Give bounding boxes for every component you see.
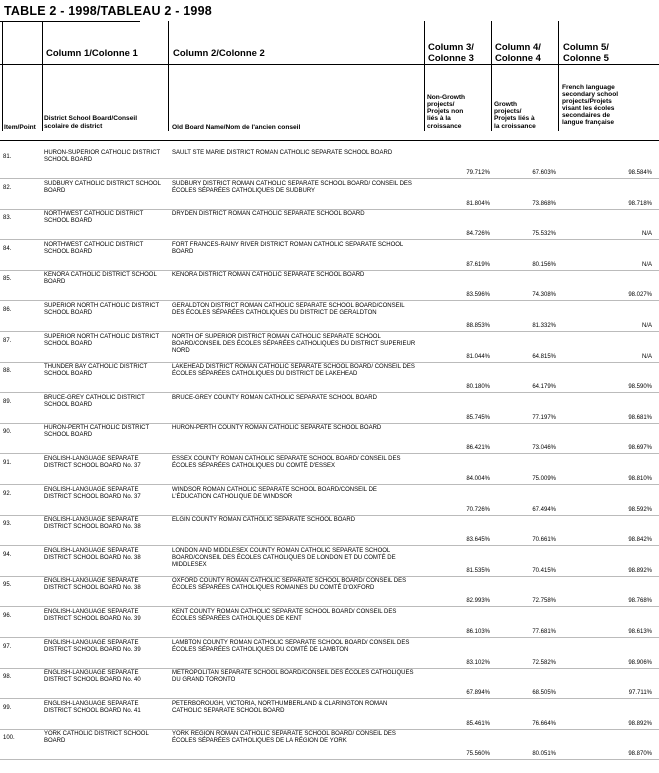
french-language-value: N/A bbox=[641, 323, 652, 329]
col2-header: Column 2/Colonne 2 bbox=[173, 48, 265, 59]
board-header-line1: District School Board/Conseil bbox=[44, 115, 138, 122]
growth-value: 70.415% bbox=[532, 568, 556, 574]
growth-value: 64.815% bbox=[532, 354, 556, 360]
row-divider bbox=[0, 453, 659, 454]
district-board-name: HURON-SUPERIOR CATHOLIC DISTRICT SCHOOL BOARD bbox=[44, 150, 161, 163]
col4-subheader-3: Projets liés à bbox=[494, 115, 535, 122]
district-board-name: HURON-PERTH CATHOLIC DISTRICT SCHOOL BOARD bbox=[44, 425, 150, 438]
french-language-value: 98.590% bbox=[628, 384, 652, 390]
old-board-header: Old Board Name/Nom de l'ancien conseil bbox=[172, 124, 301, 131]
non-growth-value: 81.044% bbox=[466, 354, 490, 360]
growth-value: 67.494% bbox=[532, 507, 556, 513]
header-rule bbox=[42, 21, 43, 131]
district-board-name: ENGLISH-LANGUAGE SEPARATE DISTRICT SCHOOL BOARD No. 39 bbox=[44, 640, 141, 653]
non-growth-value: 85.745% bbox=[466, 415, 490, 421]
old-board-name: METROPOLITAN SEPARATE SCHOOL BOARD/CONSEIL DES ÉCOLES CATHOLIQUES DU GRAND TORONTO bbox=[172, 670, 414, 683]
col3-subheader-2: projects/ bbox=[427, 101, 455, 108]
item-number: 86. bbox=[3, 307, 12, 313]
col3-header-line1: Column 3/ bbox=[428, 42, 474, 53]
non-growth-value: 84.726% bbox=[466, 231, 490, 237]
col5-subheader-3: projects/Projets bbox=[562, 98, 612, 105]
non-growth-value: 81.804% bbox=[466, 201, 490, 207]
header-rule bbox=[558, 21, 559, 131]
district-board-name: SUDBURY CATHOLIC DISTRICT SCHOOL BOARD bbox=[44, 181, 161, 194]
growth-value: 75.009% bbox=[532, 476, 556, 482]
old-board-name: SUDBURY DISTRICT ROMAN CATHOLIC SEPARATE SCHOOL BOARD/ CONSEIL DES ÉCOLES SÉPARÉES CATHOLIQUES DE SUDBURY bbox=[172, 181, 412, 194]
district-board-name: ENGLISH-LANGUAGE SEPARATE DISTRICT SCHOOL BOARD No. 41 bbox=[44, 701, 141, 714]
row-divider bbox=[0, 668, 659, 669]
old-board-name: FORT FRANCES-RAINY RIVER DISTRICT ROMAN CATHOLIC SEPARATE SCHOOL BOARD bbox=[172, 242, 404, 255]
old-board-name: SAULT STE MARIE DISTRICT ROMAN CATHOLIC SEPARATE SCHOOL BOARD bbox=[172, 150, 393, 156]
col3-header-line2: Colonne 3 bbox=[428, 53, 474, 64]
non-growth-value: 87.619% bbox=[466, 262, 490, 268]
col5-header-line1: Column 5/ bbox=[563, 42, 609, 53]
non-growth-value: 75.560% bbox=[466, 751, 490, 757]
non-growth-value: 79.712% bbox=[466, 170, 490, 176]
old-board-name: PETERBOROUGH, VICTORIA, NORTHUMBERLAND & CLARINGTON ROMAN CATHOLIC SEPARATE SCHOOL BOARD bbox=[172, 701, 388, 714]
french-language-value: 97.711% bbox=[628, 690, 652, 696]
non-growth-value: 80.180% bbox=[466, 384, 490, 390]
growth-value: 77.681% bbox=[532, 629, 556, 635]
col4-subheader-1: Growth bbox=[494, 101, 518, 108]
french-language-value: N/A bbox=[641, 231, 652, 237]
growth-value: 75.532% bbox=[532, 231, 556, 237]
growth-value: 72.582% bbox=[532, 660, 556, 666]
row-divider bbox=[0, 515, 659, 516]
district-board-name: KENORA CATHOLIC DISTRICT SCHOOL BOARD bbox=[44, 272, 157, 285]
non-growth-value: 85.461% bbox=[466, 721, 490, 727]
old-board-name: YORK REGION ROMAN CATHOLIC SEPARATE SCHOOL BOARD/ CONSEIL DES ÉCOLES SÉPARÉES CATHOLIQUES DE LA RÉGION DE YORK bbox=[172, 731, 396, 744]
col5-header-line2: Colonne 5 bbox=[563, 53, 609, 64]
non-growth-value: 81.535% bbox=[466, 568, 490, 574]
row-divider bbox=[0, 209, 659, 210]
table-row bbox=[0, 731, 659, 768]
district-board-name: ENGLISH-LANGUAGE SEPARATE DISTRICT SCHOOL BOARD No. 37 bbox=[44, 487, 141, 500]
col3-subheader-5: croissance bbox=[427, 123, 462, 130]
french-language-value: 98.592% bbox=[628, 507, 652, 513]
col4-header-line2: Colonne 4 bbox=[495, 53, 541, 64]
col1-header: Column 1/Colonne 1 bbox=[46, 48, 138, 59]
header-bottom-rule bbox=[0, 140, 659, 141]
row-divider bbox=[0, 606, 659, 607]
growth-value: 73.046% bbox=[532, 445, 556, 451]
french-language-value: 98.027% bbox=[628, 292, 652, 298]
old-board-name: GERALDTON DISTRICT ROMAN CATHOLIC SEPARATE SCHOOL BOARD/CONSEIL DES ÉCOLES SÉPARÉES CATHOLIQUES DU DISTRICT DE GERALDTON bbox=[172, 303, 405, 316]
french-language-value: 98.870% bbox=[628, 751, 652, 757]
district-board-name: ENGLISH-LANGUAGE SEPARATE DISTRICT SCHOOL BOARD No. 38 bbox=[44, 517, 141, 530]
french-language-value: N/A bbox=[641, 354, 652, 360]
header-rule bbox=[2, 21, 3, 131]
district-board-name: ENGLISH-LANGUAGE SEPARATE DISTRICT SCHOOL BOARD No. 37 bbox=[44, 456, 141, 469]
non-growth-value: 88.853% bbox=[466, 323, 490, 329]
col5-subheader-1: French language bbox=[562, 84, 615, 91]
french-language-value: 98.892% bbox=[628, 568, 652, 574]
old-board-name: LAKEHEAD DISTRICT ROMAN CATHOLIC SEPARATE SCHOOL BOARD/ CONSEIL DES ÉCOLES SÉPARÉES CATHOLIQUES DU DISTRICT DE LAKEHEAD bbox=[172, 364, 415, 377]
item-number: 87. bbox=[3, 338, 12, 344]
col3-subheader-3: Projets non bbox=[427, 108, 464, 115]
district-board-name: THUNDER BAY CATHOLIC DISTRICT SCHOOL BOARD bbox=[44, 364, 148, 377]
row-divider bbox=[0, 576, 659, 577]
district-board-name: ENGLISH-LANGUAGE SEPARATE DISTRICT SCHOOL BOARD No. 38 bbox=[44, 548, 141, 561]
item-number: 95. bbox=[3, 582, 12, 588]
header-rule bbox=[0, 64, 659, 65]
item-number: 84. bbox=[3, 246, 12, 252]
non-growth-value: 67.894% bbox=[466, 690, 490, 696]
item-header: Item/Point bbox=[4, 124, 36, 131]
row-divider bbox=[0, 484, 659, 485]
col4-subheader-4: la croissance bbox=[494, 123, 536, 130]
old-board-name: HURON-PERTH COUNTY ROMAN CATHOLIC SEPARATE SCHOOL BOARD bbox=[172, 425, 382, 431]
district-board-name: ENGLISH-LANGUAGE SEPARATE DISTRICT SCHOOL BOARD No. 40 bbox=[44, 670, 141, 683]
old-board-name: KENORA DISTRICT ROMAN CATHOLIC SEPARATE SCHOOL BOARD bbox=[172, 272, 365, 278]
item-number: 97. bbox=[3, 644, 12, 650]
non-growth-value: 86.421% bbox=[466, 445, 490, 451]
non-growth-value: 83.596% bbox=[466, 292, 490, 298]
row-divider bbox=[0, 331, 659, 332]
french-language-value: 98.681% bbox=[628, 415, 652, 421]
district-board-name: ENGLISH-LANGUAGE SEPARATE DISTRICT SCHOOL BOARD No. 39 bbox=[44, 609, 141, 622]
old-board-name: NORTH OF SUPERIOR DISTRICT ROMAN CATHOLIC SEPARATE SCHOOL BOARD/CONSEIL DES ÉCOLES SÉPARÉES CATHOLIQUES DU DISTRICT SUPERIEUR NORD bbox=[172, 334, 416, 354]
growth-value: 73.868% bbox=[532, 201, 556, 207]
item-number: 82. bbox=[3, 185, 12, 191]
item-number: 85. bbox=[3, 276, 12, 282]
french-language-value: 98.697% bbox=[628, 445, 652, 451]
growth-value: 74.308% bbox=[532, 292, 556, 298]
title-underline bbox=[0, 21, 140, 22]
row-divider bbox=[0, 362, 659, 363]
growth-value: 70.661% bbox=[532, 537, 556, 543]
french-language-value: 98.892% bbox=[628, 721, 652, 727]
row-divider bbox=[0, 698, 659, 699]
row-divider bbox=[0, 637, 659, 638]
non-growth-value: 82.993% bbox=[466, 598, 490, 604]
growth-value: 67.603% bbox=[532, 170, 556, 176]
district-board-name: NORTHWEST CATHOLIC DISTRICT SCHOOL BOARD bbox=[44, 242, 144, 255]
old-board-name: KENT COUNTY ROMAN CATHOLIC SEPARATE SCHOOL BOARD/ CONSEIL DES ÉCOLES SÉPARÉES CATHOLIQUES DE KENT bbox=[172, 609, 397, 622]
french-language-value: 98.584% bbox=[628, 170, 652, 176]
item-number: 100. bbox=[3, 735, 15, 741]
non-growth-value: 83.102% bbox=[466, 660, 490, 666]
row-divider bbox=[0, 545, 659, 546]
item-number: 90. bbox=[3, 429, 12, 435]
district-board-name: NORTHWEST CATHOLIC DISTRICT SCHOOL BOARD bbox=[44, 211, 144, 224]
growth-value: 64.179% bbox=[532, 384, 556, 390]
col5-subheader-4: visant les écoles bbox=[562, 105, 615, 112]
growth-value: 76.664% bbox=[532, 721, 556, 727]
item-number: 94. bbox=[3, 552, 12, 558]
item-number: 98. bbox=[3, 674, 12, 680]
old-board-name: LONDON AND MIDDLESEX COUNTY ROMAN CATHOLIC SEPARATE SCHOOL BOARD/CONSEIL DES ÉCOLES CATHOLIQUES DE LONDON ET DU COMTÉ DE MIDDLESEX bbox=[172, 548, 396, 568]
header-rule bbox=[424, 21, 425, 131]
french-language-value: 98.718% bbox=[628, 201, 652, 207]
non-growth-value: 70.726% bbox=[466, 507, 490, 513]
district-board-name: SUPERIOR NORTH CATHOLIC DISTRICT SCHOOL BOARD bbox=[44, 303, 160, 316]
item-number: 99. bbox=[3, 705, 12, 711]
old-board-name: WINDSOR ROMAN CATHOLIC SEPARATE SCHOOL BOARD/CONSEIL DE L'ÉDUCATION CATHOLIQUE DE WINDSOR bbox=[172, 487, 377, 500]
row-divider bbox=[0, 423, 659, 424]
district-board-name: YORK CATHOLIC DISTRICT SCHOOL BOARD bbox=[44, 731, 149, 744]
item-number: 81. bbox=[3, 154, 12, 160]
item-number: 96. bbox=[3, 613, 12, 619]
col3-subheader-1: Non-Growth bbox=[427, 94, 466, 101]
row-divider bbox=[0, 729, 659, 730]
row-divider bbox=[0, 759, 659, 760]
row-divider bbox=[0, 270, 659, 271]
header-rule bbox=[491, 21, 492, 131]
board-header-line2: scolaire de district bbox=[44, 123, 103, 130]
old-board-name: LAMBTON COUNTY ROMAN CATHOLIC SEPARATE SCHOOL BOARD/ CONSEIL DES ÉCOLES SÉPARÉES CATHOLIQUES DU COMTÉ DE LAMBTON bbox=[172, 640, 410, 653]
french-language-value: 98.906% bbox=[628, 660, 652, 666]
growth-value: 80.156% bbox=[532, 262, 556, 268]
growth-value: 80.051% bbox=[532, 751, 556, 757]
col5-subheader-6: langue française bbox=[562, 119, 615, 126]
growth-value: 77.197% bbox=[532, 415, 556, 421]
col4-subheader-2: projects/ bbox=[494, 108, 522, 115]
old-board-name: ELGIN COUNTY ROMAN CATHOLIC SEPARATE SCHOOL BOARD bbox=[172, 517, 356, 523]
table-title: TABLE 2 - 1998/TABLEAU 2 - 1998 bbox=[4, 4, 212, 18]
item-number: 91. bbox=[3, 460, 12, 466]
growth-value: 68.505% bbox=[532, 690, 556, 696]
growth-value: 81.332% bbox=[532, 323, 556, 329]
item-number: 89. bbox=[3, 399, 12, 405]
old-board-name: ESSEX COUNTY ROMAN CATHOLIC SEPARATE SCHOOL BOARD/ CONSEIL DES ÉCOLES SÉPARÉES CATHOLIQUES DU COMTÉ D'ESSEX bbox=[172, 456, 401, 469]
item-number: 93. bbox=[3, 521, 12, 527]
french-language-value: 98.810% bbox=[628, 476, 652, 482]
non-growth-value: 84.004% bbox=[466, 476, 490, 482]
row-divider bbox=[0, 392, 659, 393]
row-divider bbox=[0, 178, 659, 179]
header-rule bbox=[168, 21, 169, 131]
item-number: 83. bbox=[3, 215, 12, 221]
french-language-value: N/A bbox=[641, 262, 652, 268]
district-board-name: BRUCE-GREY CATHOLIC DISTRICT SCHOOL BOARD bbox=[44, 395, 145, 408]
row-divider bbox=[0, 239, 659, 240]
non-growth-value: 83.645% bbox=[466, 537, 490, 543]
french-language-value: 98.768% bbox=[628, 598, 652, 604]
old-board-name: OXFORD COUNTY ROMAN CATHOLIC SEPARATE SCHOOL BOARD/ CONSEIL DES ÉCOLES SÉPARÉES CATHOLIQUES ROMAINES DU COMTÉ D'OXFORD bbox=[172, 578, 407, 591]
french-language-value: 98.613% bbox=[628, 629, 652, 635]
french-language-value: 98.842% bbox=[628, 537, 652, 543]
non-growth-value: 86.103% bbox=[466, 629, 490, 635]
old-board-name: BRUCE-GREY COUNTY ROMAN CATHOLIC SEPARATE SCHOOL BOARD bbox=[172, 395, 377, 401]
growth-value: 72.758% bbox=[532, 598, 556, 604]
old-board-name: DRYDEN DISTRICT ROMAN CATHOLIC SEPARATE SCHOOL BOARD bbox=[172, 211, 365, 217]
col5-subheader-5: secondaires de bbox=[562, 112, 611, 119]
row-divider bbox=[0, 300, 659, 301]
col5-subheader-2: secondary school bbox=[562, 91, 619, 98]
item-number: 88. bbox=[3, 368, 12, 374]
item-number: 92. bbox=[3, 491, 12, 497]
col4-header-line1: Column 4/ bbox=[495, 42, 541, 53]
col3-subheader-4: liés à la bbox=[427, 115, 451, 122]
district-board-name: ENGLISH-LANGUAGE SEPARATE DISTRICT SCHOOL BOARD No. 38 bbox=[44, 578, 141, 591]
district-board-name: SUPERIOR NORTH CATHOLIC DISTRICT SCHOOL BOARD bbox=[44, 334, 160, 347]
